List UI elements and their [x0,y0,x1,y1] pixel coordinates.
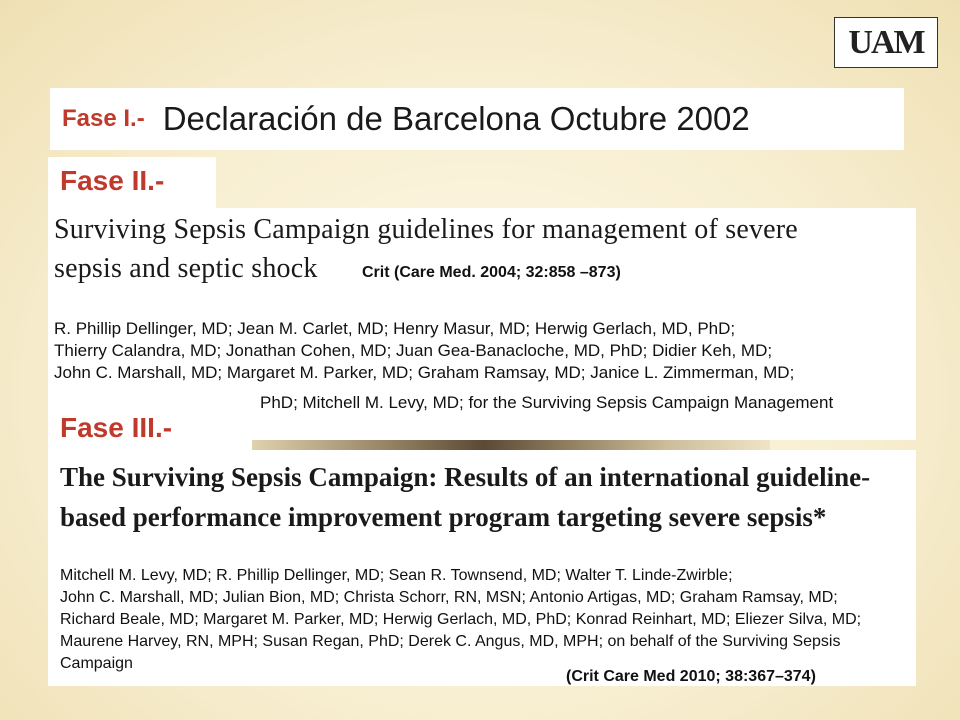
phase1-banner [50,88,904,150]
phase3-author-line: John C. Marshall, MD; Julian Bion, MD; Christa Schorr, RN, MSN; Antonio Artigas, MD; Graham Ramsay, MD; [60,589,838,606]
phase3-author-line: Maurene Harvey, RN, MPH; Susan Regan, PhD; Derek C. Angus, MD, MPH; on behalf of the Surviving Sepsis [60,633,841,650]
phase3-article [48,450,916,686]
phase3-author-line: Campaign [60,655,133,672]
phase2-author-line: R. Phillip Dellinger, MD; Jean M. Carlet, MD; Henry Masur, MD; Herwig Gerlach, MD, PhD; [54,319,736,338]
phase2-article-title-line: sepsis and septic shock [54,253,318,284]
phase2-author-line: John C. Marshall, MD; Margaret M. Parker, MD; Graham Ramsay, MD; Janice L. Zimmerman, MD; [54,363,795,382]
phase3-article-title-line: based performance improvement program targeting severe sepsis* [60,502,827,532]
phase1-label: Fase I.- [62,105,145,132]
phase3-citation: (Crit Care Med 2010; 38:367–374) [566,668,816,685]
phase2-label: Fase II.- [60,165,165,196]
phase3-label: Fase III.- [60,412,173,443]
phase3-author-line: Mitchell M. Levy, MD; R. Phillip Dellinger, MD; Sean R. Townsend, MD; Walter T. Linde-Zwirble; [60,567,733,584]
phase2-article-title-line: Surviving Sepsis Campaign guidelines for management of severe [54,214,798,245]
phase2-author-line: Thierry Calandra, MD; Jonathan Cohen, MD; Juan Gea-Banacloche, MD, PhD; Didier Keh, MD; [54,341,773,360]
phase3-article-title-line: The Surviving Sepsis Campaign: Results of an international guideline- [60,462,871,492]
phase2-author-line: PhD; Mitchell M. Levy, MD; for the Surviving Sepsis Campaign Management [260,393,834,412]
phase2-citation: Crit (Care Med. 2004; 32:858 –873) [358,264,625,282]
phase3-tab [48,404,252,454]
logo-text: UAM [848,23,924,61]
uam-logo [834,17,938,68]
phase3-author-line: Richard Beale, MD; Margaret M. Parker, MD; Herwig Gerlach, MD, PhD; Konrad Reinhart, MD; Eliezer Silva, MD; [60,611,862,628]
phase1-title: Declaración de Barcelona Octubre 2002 [162,100,750,137]
phase2-tab [48,157,216,213]
background-photo-strip [250,440,770,450]
